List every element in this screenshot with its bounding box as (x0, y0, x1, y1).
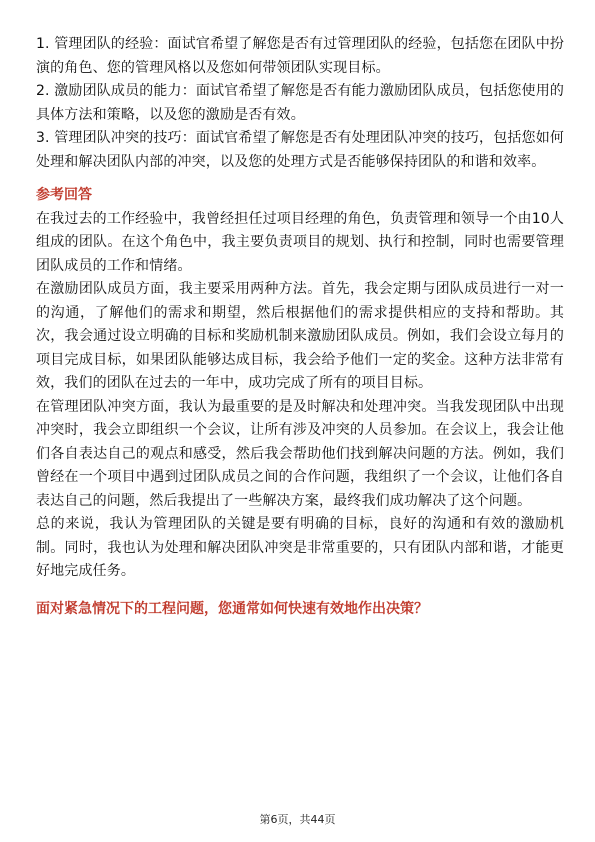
question-item-3: 3. 管理团队冲突的技巧：面试官希望了解您是否有处理团队冲突的技巧，包括您如何处理和解决团队内部的冲突，以及您的处理方式是否能够保持团队的和谐和效率。 (36, 130, 564, 170)
answer-paragraph: 在管理团队冲突方面，我认为最重要的是及时解决和处理冲突。当我发现团队中出现冲突时，我会立即组织一个会议，让所有涉及冲突的人员参加。在会议上，我会让他们各自表达自己的观点和感受，然后我会帮助他们找到解决问题的方法。例如，我们曾经在一个项目中遇到过团队成员之间的合作问题，我组织了一个会议，让他们各自表达自己的问题，然后我提出了一些解决方案，最终我们成功解决了这个问题。 (36, 398, 564, 509)
question-item-2: 2. 激励团队成员的能力：面试官希望了解您是否有能力激励团队成员，包括您使用的具体方法和策略，以及您的激励是否有效。 (36, 83, 564, 123)
answer-paragraph: 在激励团队成员方面，我主要采用两种方法。首先，我会定期与团队成员进行一对一的沟通，了解他们的需求和期望，然后根据他们的需求提供相应的支持和帮助。其次，我会通过设立明确的目标和奖励机制来激励团队成员。例如，我们会设立每月的项目完成目标，如果团队能够达成目标，我会给予他们一定的奖金。这种方法非常有效，我们的团队在过去的一年中，成功完成了所有的项目目标。 (36, 281, 564, 391)
question-item-1: 1. 管理团队的经验：面试官希望了解您是否有过管理团队的经验，包括您在团队中扮演的角色、您的管理风格以及您如何带领团队实现目标。 (36, 36, 564, 76)
answer-heading: 参考回答 (36, 187, 92, 203)
page-footer: 第6页，共44页 (259, 813, 336, 826)
answer-paragraph: 总的来说，我认为管理团队的关键是要有明确的目标，良好的沟通和有效的激励机制。同时，我也认为处理和解决团队冲突是非常重要的，只有团队内部和谐，才能更好地完成任务。 (36, 516, 564, 579)
document-body (36, 33, 564, 621)
next-question-heading: 面对紧急情况下的工程问题，您通常如何快速有效地作出决策？ (36, 600, 428, 617)
answer-paragraph: 在我过去的工作经验中，我曾经担任过项目经理的角色，负责管理和领导一个由10人组成的团队。在这个角色中，我主要负责项目的规划、执行和控制，同时也需要管理团队成员的工作和情绪。 (36, 210, 564, 274)
